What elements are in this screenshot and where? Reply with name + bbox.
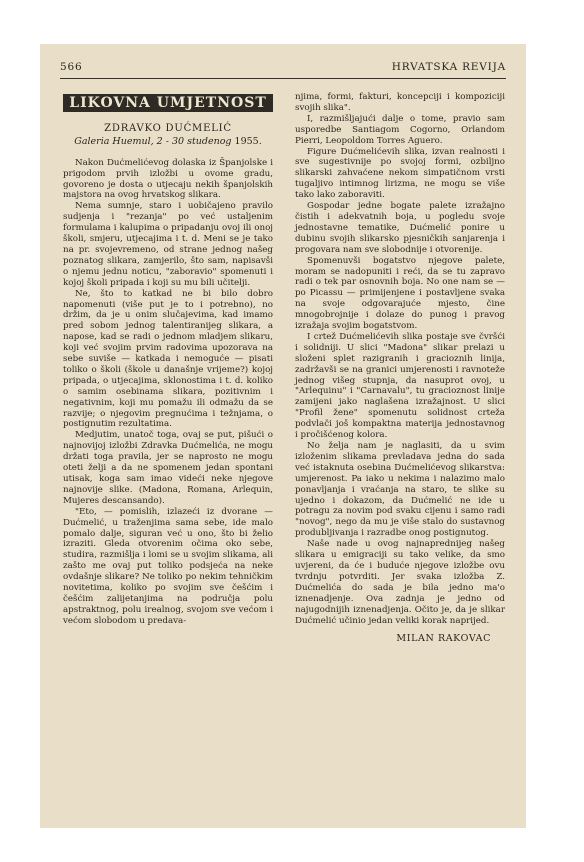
page-number: 566 (60, 61, 83, 73)
gallery-name: Galeria Huemul, (74, 135, 154, 147)
page-header (60, 61, 506, 77)
magazine-page (40, 44, 526, 828)
paragraph: Gospodar jedne bogate palete izražajno čistih i adekvatnih boja, u pogledu svoje jednostavne tematike, Dućmelić ponire u dubinu svojih slikarsko pjesničkih sanjarenja i progovara nam sve slobodnije i otvorenije. (295, 201, 505, 255)
paragraph: Nema sumnje, staro i uobičajeno pravilo sudjenja i "rezanja" po već ustaljenim formulama i kalupima o pripadanju ovoj ili onoj školi, smjeru, utjecajima i t. d. Meni se je tako na pr. svojevremeno, od strane jednog našeg poznatog slikara, zamjerilo, što sam, napisavši o njemu jednu noticu, "zaboravio" spomenuti i kojoj školi pripada i koji su mu bili učitelji. (63, 201, 273, 288)
paragraph: Medjutim, unatoč toga, ovaj se put, pišući o najnovijoj izložbi Zdravka Dućmelića, ne mogu držati toga pravila, jer se naprosto ne mogu oteti želji a da ne spomenem jedan spontani utisak, koga sam imao videći neke njegove najnovije slike. (Madona, Romana, Arlequin, Mujeres descansando). (63, 430, 273, 506)
paragraph: Spomenuvši bogatstvo njegove palete, moram se nadopuniti i reći, da se tu zapravo radi o tek par osnovnih boja. No one nam se — po Picassu — primijenjene i postavljene svaka na svoje odgovarajuće mjesto, čine mnogobrojnije i dolaze do punog i pravog izražaja svojim bogatstvom. (295, 255, 505, 332)
exhibition-line (63, 137, 273, 148)
exhibition-year: 1955. (234, 135, 262, 147)
paragraph: Nakon Dućmelićevog dolaska iz Španjolske i prigodom prvih izložbi u ovome gradu, govoreno je dosta o utjecaju nekih španjolskih majstora na ovog hrvatskog slikara. (63, 157, 273, 201)
journal-name: HRVATSKA REVIJA (391, 61, 506, 73)
paragraph: Ne, što to katkad ne bi bilo dobro napomenuti (više put je to i potrebno), no držim, da je u onim slučajevima, kad imamo pred sobom jednog talentiranijeg slikara, a napose, kad se radi o jednom mladjem slikaru, koji već svojim prvim radovima upozorava na sebe suviše — katkada i nemoguće — pisati toliko o školi (škole u današnje vrijeme?) kojoj pripada, o utjecajima, sklonostima i t. d. koliko o samim osebinama slikara, pozitivnim i negativnim, koji mu pomažu ili odmažu da se razvije; o njegovim pregnućima i težnjama, o postignutim rezultatima. (63, 288, 273, 430)
author-signature: MILAN RAKOVAC (396, 633, 491, 645)
paragraph: njima, formi, fakturi, koncepciji i kompoziciji svojih slika". (295, 92, 505, 113)
paragraph: "Eto, — pomislih, izlazeći iz dvorane — Dućmelić, u traženjima sama sebe, ide malo pomalo dalje, siguran već u ono, što bi želio izraziti. Gleda otvorenim očima oko sebe, studira, razmišlja i lomi se u svojim slikama, ali zašto me ovaj put toliko podsjeća na neke ovdašnje slikare? Ne toliko po nekim tehničkim novitetima, koliko po svojim sve češćim i češćim zalijetanjima na područja polu apstraktnog, polu irealnog, svojom sve većom i većom slobodom u predava- (63, 506, 273, 626)
paragraph: I crtež Dućmelićevih slika postaje sve čvršći i solidniji. U slici "Madona" slikar prelazi u složeni splet razigranih i gracioznih linija, zadržavši se na granici umjerenosti i ravnoteže jednog višeg stupnja, da nasuprot ovoj, u "Arlequinu" i "Carnavalu", tu gracioznost linije zamijeni jako naglašena izražajnost. U slici "Profil žene" spomenutu solidnost crteža podvlači još kompaktna materija jednostavnog i pročišćenog kolora. (295, 331, 505, 441)
paragraph: Naše nade u ovog najnaprednijeg našeg slikara u emigraciji su tako velike, da smo uvjereni, da će i buduće njegove izložbe ovu tvrdnju potvrditi. Jer svaka izložba Z. Dućmelića do sada je bila jedno ma'o iznenadjenje. Ova zadnja je jedno od najugodnijih iznenadjenja. Očito je, da je slikar Dućmelić učinio jedan veliki korak naprijed. (295, 539, 505, 626)
header-rule (60, 78, 506, 79)
paragraph: Figure Dućmelićevih slika, izvan realnosti i sve sugestivnije po svojoj formi, ozbiljno slikarski zahvaćene nekom simpatičnom vrsti tugaljivo intimnog lirizma, ne mogu se više tako lako zaboraviti. (295, 146, 505, 201)
paragraph: I, razmišljajući dalje o tome, pravio sam usporedbe Santiagom Cogorno, Orlandom Pierri, Leopoldom Torres Aguero. (295, 113, 505, 146)
paragraph: No želja nam je naglasiti, da u svim izloženim slikama prevladava jedna do sada već istaknuta osebina Dućmelićevog slikarstva: umjerenost. Pa iako u nekima i nalazimo malo ponavljanja i vraćanja na staro, te slike su ujedno i dokazom, da Dućmelić ne ide u potragu za novim pod svaku cijenu i samo radi "novog", nego da mu je više stalo do sustavnog produbljivanja i razradbe onog postignutog. (295, 441, 505, 539)
left-column (63, 92, 273, 627)
section-title: LIKOVNA UMJETNOST (63, 94, 273, 112)
right-column (295, 92, 505, 645)
artist-name: ZDRAVKO DUĆMELIĆ (104, 122, 232, 134)
exhibition-dates: 2 - 30 studenog (156, 135, 232, 147)
